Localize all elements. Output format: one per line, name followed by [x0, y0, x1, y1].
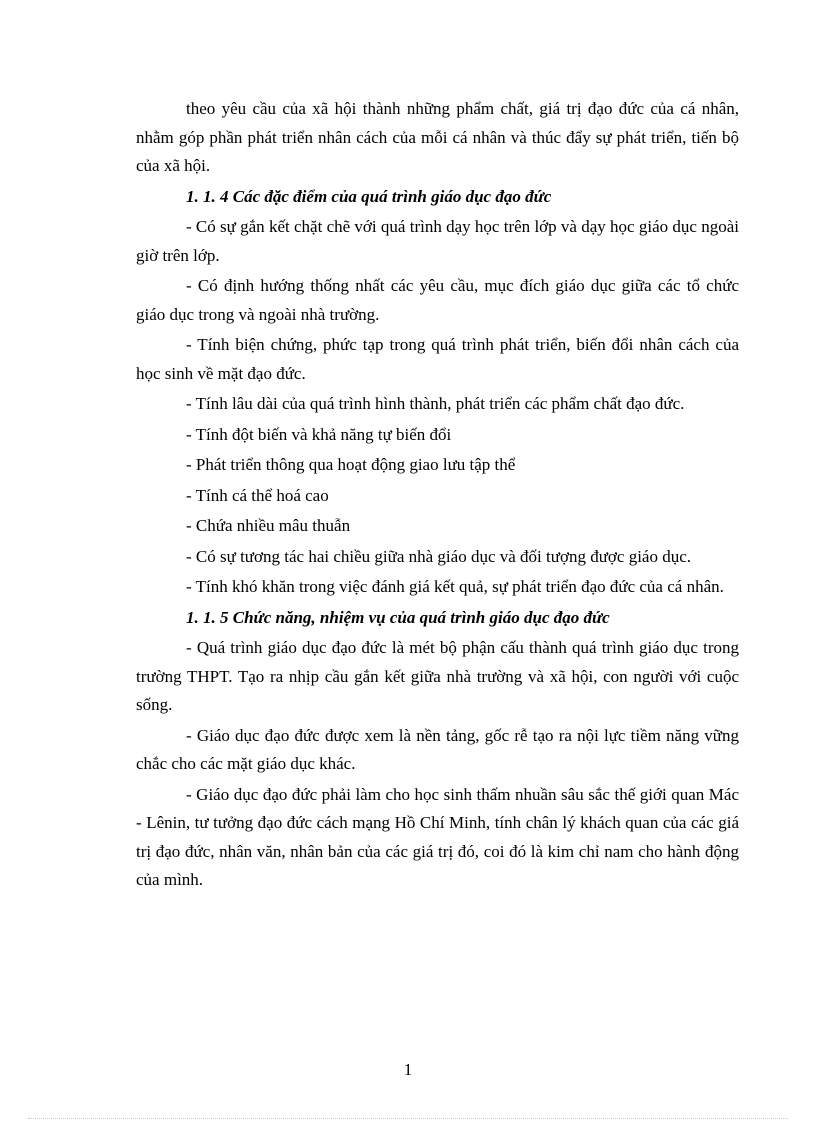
bullet-paragraph: - Tính khó khăn trong việc đánh giá kết quả, sự phát triển đạo đức của cá nhân.: [186, 577, 724, 596]
section-heading: 1. 1. 4 Các đặc điểm của quá trình giáo dục đạo đức: [186, 186, 552, 206]
bullet-paragraph: - Giáo dục đạo đức được xem là nền tảng, gốc rễ tạo ra nội lực tiềm năng vững chắc cho các mặt giáo dục khác.: [136, 725, 739, 773]
bullet-paragraph: - Giáo dục đạo đức phải làm cho học sinh thấm nhuần sâu sắc thế giới quan Mác - Lênin, tư tưởng đạo đức cách mạng Hồ Chí Minh, tính chân lý khách quan của các giá trị đạo đức, nhân văn, nhân bản của các giá trị đó, coi đó là kim chỉ nam cho hành động của mình.: [136, 784, 739, 889]
bullet-paragraph: - Phát triển thông qua hoạt động giao lưu tập thể: [186, 455, 516, 474]
page-number: 1: [403, 1060, 413, 1079]
bullet-paragraph: - Có sự gắn kết chặt chẽ với quá trình dạy học trên lớp và dạy học giáo dục ngoài giờ trên lớp.: [136, 217, 739, 265]
bullet-paragraph: - Có sự tương tác hai chiều giữa nhà giáo dục và đối tượng được giáo dục.: [186, 546, 692, 566]
bullet-paragraph: - Chứa nhiều mâu thuẫn: [186, 516, 351, 535]
paragraph: theo yêu cầu của xã hội thành những phẩm chất, giá trị đạo đức của cá nhân, nhằm góp phần phát triển nhân cách của mỗi cá nhân và thúc đẩy sự phát triển, tiến bộ của xã hội.: [136, 99, 739, 175]
bullet-paragraph: - Tính cá thể hoá cao: [186, 485, 329, 505]
section-heading: 1. 1. 5 Chức năng, nhiệm vụ của quá trình giáo dục đạo đức: [186, 607, 610, 627]
bullet-paragraph: - Tính đột biến và khả năng tự biến đổi: [186, 424, 452, 444]
bullet-paragraph: - Có định hướng thống nhất các yêu cầu, mục đích giáo dục giữa các tổ chức giáo dục trong và ngoài nhà trường.: [136, 276, 739, 324]
bullet-paragraph: - Tính lâu dài của quá trình hình thành, phát triển các phẩm chất đạo đức.: [186, 394, 685, 413]
page-bottom-divider: [28, 1118, 788, 1119]
bullet-paragraph: - Quá trình giáo dục đạo đức là mét bộ phận cấu thành quá trình giáo dục trong trường THPT. Tạo ra nhịp cầu gắn kết giữa nhà trường và xã hội, con người với cuộc sống.: [136, 638, 739, 714]
bullet-paragraph: - Tính biện chứng, phức tạp trong quá trình phát triển, biến đổi nhân cách của học sinh về mặt đạo đức.: [136, 335, 739, 383]
page-body: [136, 95, 739, 897]
